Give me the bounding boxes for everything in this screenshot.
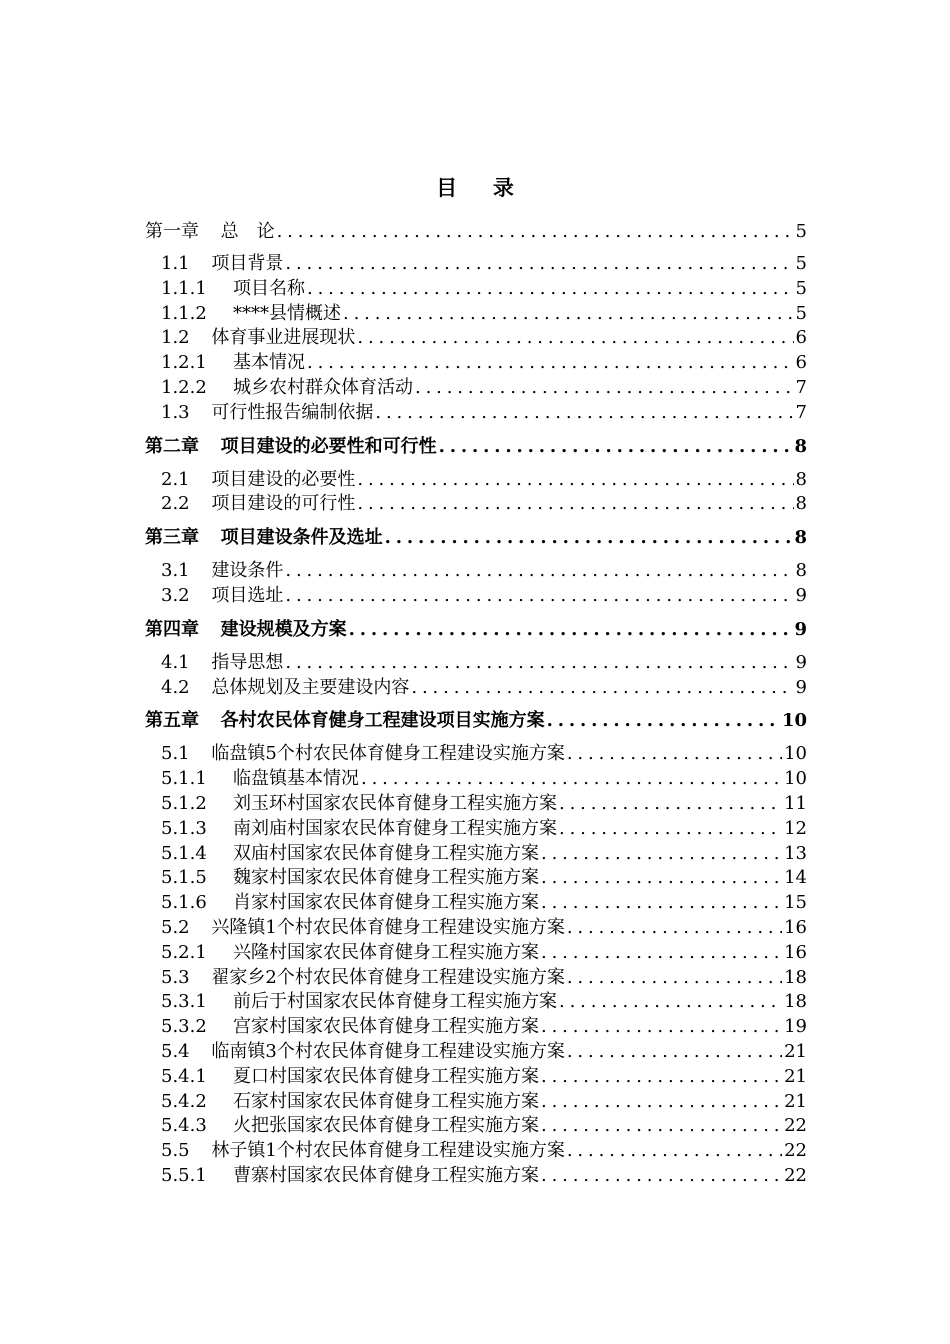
- toc-entry-title: 前后于村国家农民体育健身工程实施方案: [232, 991, 557, 1013]
- toc-entry-title: 项目建设的必要性和可行性: [220, 435, 437, 457]
- toc-dot-leader: [385, 526, 793, 550]
- toc-page-number: 19: [784, 1016, 807, 1038]
- toc-entry-title: 指导思想: [211, 651, 284, 673]
- toc-entry-number: 5.1.6: [161, 892, 207, 914]
- toc-entry-number: 1.2.2: [161, 376, 207, 398]
- toc-subsection-entry[interactable]: [145, 891, 807, 916]
- toc-entry-title: 基本情况: [232, 352, 305, 374]
- toc-subsection-entry[interactable]: [145, 351, 807, 376]
- toc-entry-title: 双庙村国家农民体育健身工程实施方案: [232, 842, 539, 864]
- toc-entry-title: 项目名称: [232, 277, 305, 299]
- toc-dot-leader: [541, 1164, 782, 1189]
- toc-page-number: 21: [784, 1040, 807, 1062]
- toc-entry-number: 5.4: [161, 1040, 190, 1062]
- toc-entry-number: 1.1.1: [161, 277, 207, 299]
- toc-dot-leader: [541, 891, 782, 916]
- toc-entry-number: 5.1.4: [161, 842, 207, 864]
- toc-entry-title: 火把张国家农民体育健身工程实施方案: [232, 1115, 539, 1137]
- toc-page-number: 5: [795, 302, 807, 324]
- toc-dot-leader: [307, 351, 794, 376]
- toc-entry-number: 5.5: [161, 1140, 190, 1162]
- toc-subsection-entry[interactable]: [145, 817, 807, 842]
- toc-dot-leader: [307, 277, 794, 302]
- toc-dot-leader: [559, 817, 782, 842]
- toc-dot-leader: [349, 618, 793, 642]
- toc-page-number: 16: [784, 916, 807, 938]
- toc-entry-title: 体育事业进展现状: [211, 327, 356, 349]
- toc-dot-leader: [541, 866, 782, 891]
- toc-dot-leader: [375, 401, 793, 426]
- toc-dot-leader: [567, 1040, 782, 1065]
- toc-entry-number: 5.4.3: [161, 1115, 207, 1137]
- toc-page-number: 6: [795, 327, 807, 349]
- toc-subsection-entry[interactable]: [145, 941, 807, 966]
- toc-entry-title: 南刘庙村国家农民体育健身工程实施方案: [232, 817, 557, 839]
- toc-entry-title: 项目选址: [211, 584, 284, 606]
- toc-section-entry[interactable]: [145, 252, 807, 277]
- toc-subsection-entry[interactable]: [145, 376, 807, 401]
- toc-page-number: 18: [784, 991, 807, 1013]
- toc-dot-leader: [277, 220, 794, 244]
- toc-entry-number: 第二章: [145, 435, 199, 457]
- toc-subsection-entry[interactable]: [145, 792, 807, 817]
- toc-dot-leader: [567, 916, 782, 941]
- toc-page-number: 5: [795, 253, 807, 274]
- toc-entry-number: 1.3: [161, 401, 190, 423]
- toc-entry-number: 5.1.3: [161, 817, 207, 839]
- toc-dot-leader: [547, 709, 780, 733]
- toc-entry-title: 总体规划及主要建设内容: [211, 676, 410, 698]
- toc-dot-leader: [541, 1065, 782, 1090]
- toc-entry-number: 1.2.1: [161, 352, 207, 374]
- toc-subsection-entry[interactable]: [145, 990, 807, 1015]
- toc-entry-number: 5.1.2: [161, 792, 207, 814]
- toc-entry-title: 林子镇1个村农民体育健身工程建设实施方案: [211, 1140, 565, 1162]
- toc-entry-title: 临南镇3个村农民体育健身工程建设实施方案: [211, 1040, 565, 1062]
- toc-page-number: 5: [795, 221, 807, 242]
- toc-page-number: 12: [784, 817, 807, 839]
- toc-entry-title: 魏家村国家农民体育健身工程实施方案: [232, 867, 539, 889]
- toc-page-number: 9: [795, 651, 807, 673]
- toc-entry-title: 可行性报告编制依据: [211, 401, 374, 423]
- toc-entry-number: 3.1: [161, 560, 190, 582]
- toc-entry-number: 5.1.5: [161, 867, 207, 889]
- toc-entry-number: 2.2: [161, 493, 190, 515]
- toc-entry-number: 第三章: [145, 527, 199, 549]
- toc-entry-title: 夏口村国家农民体育健身工程实施方案: [232, 1065, 539, 1087]
- toc-section-entry[interactable]: [145, 651, 807, 676]
- toc-entry-number: 2.1: [161, 468, 190, 490]
- toc-section-entry[interactable]: [145, 559, 807, 584]
- toc-page-number: 7: [795, 376, 807, 398]
- toc-page-number: 8: [795, 468, 807, 490]
- toc-page-number: 18: [784, 966, 807, 988]
- toc-section-entry[interactable]: [145, 1139, 807, 1164]
- toc-entry-number: 1.1.2: [161, 302, 207, 324]
- toc-page-number: 9: [795, 676, 807, 698]
- toc-entry-title: ****县情概述: [232, 302, 341, 324]
- toc-entry-number: 第五章: [145, 710, 199, 732]
- toc-entry-number: 4.1: [161, 651, 190, 673]
- toc-page-number: 9: [795, 584, 807, 606]
- toc-page-number: 8: [795, 560, 807, 582]
- toc-entry-title: 兴隆镇1个村农民体育健身工程建设实施方案: [211, 916, 565, 938]
- toc-chapter-entry[interactable]: [145, 526, 807, 550]
- toc-chapter-entry[interactable]: [145, 618, 807, 642]
- toc-entry-title: 总 论: [220, 221, 275, 242]
- toc-entry-number: 5.2: [161, 916, 190, 938]
- toc-entry-title: 曹寨村国家农民体育健身工程实施方案: [232, 1164, 539, 1186]
- toc-subsection-entry[interactable]: [145, 302, 807, 327]
- toc-entry-title: 宫家村国家农民体育健身工程实施方案: [232, 1016, 539, 1038]
- toc-entry-title: 建设规模及方案: [220, 618, 347, 640]
- toc-chapter-entry[interactable]: [145, 435, 807, 459]
- toc-subsection-entry[interactable]: [145, 1164, 807, 1189]
- toc-entry-title: 建设条件: [211, 560, 284, 582]
- toc-chapter-entry[interactable]: [145, 709, 807, 733]
- toc-entry-title: 临盘镇5个村农民体育健身工程建设实施方案: [211, 743, 565, 765]
- toc-page-number: 22: [784, 1140, 807, 1162]
- toc-dot-leader: [285, 584, 793, 609]
- toc-entry-title: 项目建设的必要性: [211, 468, 356, 490]
- toc-dot-leader: [541, 1114, 782, 1139]
- toc-page-number: 21: [784, 1065, 807, 1087]
- toc-entry-number: 5.2.1: [161, 941, 207, 963]
- toc-entry-title: 城乡农村群众体育活动: [232, 376, 413, 398]
- toc-page-number: 16: [784, 941, 807, 963]
- toc-page-number: 15: [784, 892, 807, 914]
- toc-subsection-entry[interactable]: [145, 1114, 807, 1139]
- toc-entry-number: 5.4.2: [161, 1090, 207, 1112]
- toc-page-number: 11: [784, 792, 807, 814]
- toc-entry-number: 1.2: [161, 327, 190, 349]
- toc-section-entry[interactable]: [145, 916, 807, 941]
- toc-page-number: 13: [784, 842, 807, 864]
- toc-dot-leader: [285, 559, 793, 584]
- toc-title: 目 录: [436, 175, 522, 200]
- toc-entry-title: 项目建设的可行性: [211, 493, 356, 515]
- toc-page-number: 8: [794, 435, 807, 457]
- toc-dot-leader: [411, 676, 793, 701]
- toc-entry-title: 项目背景: [211, 253, 284, 274]
- toc-entry-title: 肖家村国家农民体育健身工程实施方案: [232, 892, 539, 914]
- table-of-contents: [145, 220, 807, 1189]
- toc-dot-leader: [357, 492, 793, 517]
- toc-page-number: 6: [795, 352, 807, 374]
- toc-entry-number: 5.1: [161, 743, 190, 765]
- toc-entry-number: 第四章: [145, 618, 199, 640]
- toc-entry-number: 5.1.1: [161, 768, 207, 790]
- toc-entry-number: 3.2: [161, 584, 190, 606]
- toc-entry-number: 5.3.1: [161, 991, 207, 1013]
- toc-entry-title: 各村农民体育健身工程建设项目实施方案: [220, 710, 545, 732]
- toc-section-entry[interactable]: [145, 492, 807, 517]
- toc-section-entry[interactable]: [145, 326, 807, 351]
- toc-dot-leader: [415, 376, 794, 401]
- toc-section-entry[interactable]: [145, 468, 807, 493]
- toc-subsection-entry[interactable]: [145, 1015, 807, 1040]
- toc-section-entry[interactable]: [145, 584, 807, 609]
- toc-dot-leader: [357, 468, 793, 493]
- toc-page-number: 7: [795, 401, 807, 423]
- toc-section-entry[interactable]: [145, 1040, 807, 1065]
- toc-entry-number: 5.3: [161, 966, 190, 988]
- toc-subsection-entry[interactable]: [145, 767, 807, 792]
- toc-page-number: 21: [784, 1090, 807, 1112]
- toc-dot-leader: [439, 435, 793, 459]
- toc-dot-leader: [541, 842, 782, 867]
- toc-page-number: 9: [794, 618, 807, 640]
- toc-dot-leader: [559, 990, 782, 1015]
- toc-subsection-entry[interactable]: [145, 277, 807, 302]
- toc-entry-title: 临盘镇基本情况: [232, 768, 359, 790]
- toc-dot-leader: [343, 302, 794, 327]
- toc-entry-title: 翟家乡2个村农民体育健身工程建设实施方案: [211, 966, 565, 988]
- toc-page-number: 10: [784, 743, 807, 765]
- toc-page-number: 10: [784, 768, 807, 790]
- toc-entry-number: 5.3.2: [161, 1016, 207, 1038]
- toc-section-entry[interactable]: [145, 401, 807, 426]
- toc-section-entry[interactable]: [145, 742, 807, 767]
- toc-entry-title: 石家村国家农民体育健身工程实施方案: [232, 1090, 539, 1112]
- toc-dot-leader: [541, 1015, 782, 1040]
- toc-dot-leader: [567, 1139, 782, 1164]
- toc-page-number: 5: [795, 277, 807, 299]
- toc-entry-number: 第一章: [145, 221, 199, 242]
- toc-dot-leader: [285, 252, 793, 277]
- toc-dot-leader: [559, 792, 782, 817]
- toc-page-number: 22: [784, 1115, 807, 1137]
- toc-dot-leader: [567, 966, 782, 991]
- toc-entry-title: 项目建设条件及选址: [220, 527, 383, 549]
- toc-entry-number: 5.4.1: [161, 1065, 207, 1087]
- toc-section-entry[interactable]: [145, 966, 807, 991]
- toc-entry-title: 刘玉环村国家农民体育健身工程实施方案: [232, 792, 557, 814]
- toc-subsection-entry[interactable]: [145, 1065, 807, 1090]
- toc-entry-number: 4.2: [161, 676, 190, 698]
- toc-dot-leader: [541, 941, 782, 966]
- toc-entry-title: 兴隆村国家农民体育健身工程实施方案: [232, 941, 539, 963]
- toc-page-number: 8: [795, 493, 807, 515]
- toc-page-number: 8: [794, 527, 807, 549]
- toc-dot-leader: [357, 326, 793, 351]
- toc-page-number: 14: [784, 867, 807, 889]
- toc-subsection-entry[interactable]: [145, 842, 807, 867]
- toc-dot-leader: [541, 1090, 782, 1115]
- toc-page-number: 10: [781, 710, 807, 732]
- toc-subsection-entry[interactable]: [145, 866, 807, 891]
- toc-dot-leader: [285, 651, 793, 676]
- toc-dot-leader: [361, 767, 782, 792]
- toc-dot-leader: [567, 742, 782, 767]
- toc-subsection-entry[interactable]: [145, 1090, 807, 1115]
- toc-chapter-entry[interactable]: [145, 220, 807, 244]
- toc-entry-number: 5.5.1: [161, 1164, 207, 1186]
- toc-page-number: 22: [784, 1164, 807, 1186]
- toc-section-entry[interactable]: [145, 676, 807, 701]
- toc-entry-number: 1.1: [161, 253, 190, 274]
